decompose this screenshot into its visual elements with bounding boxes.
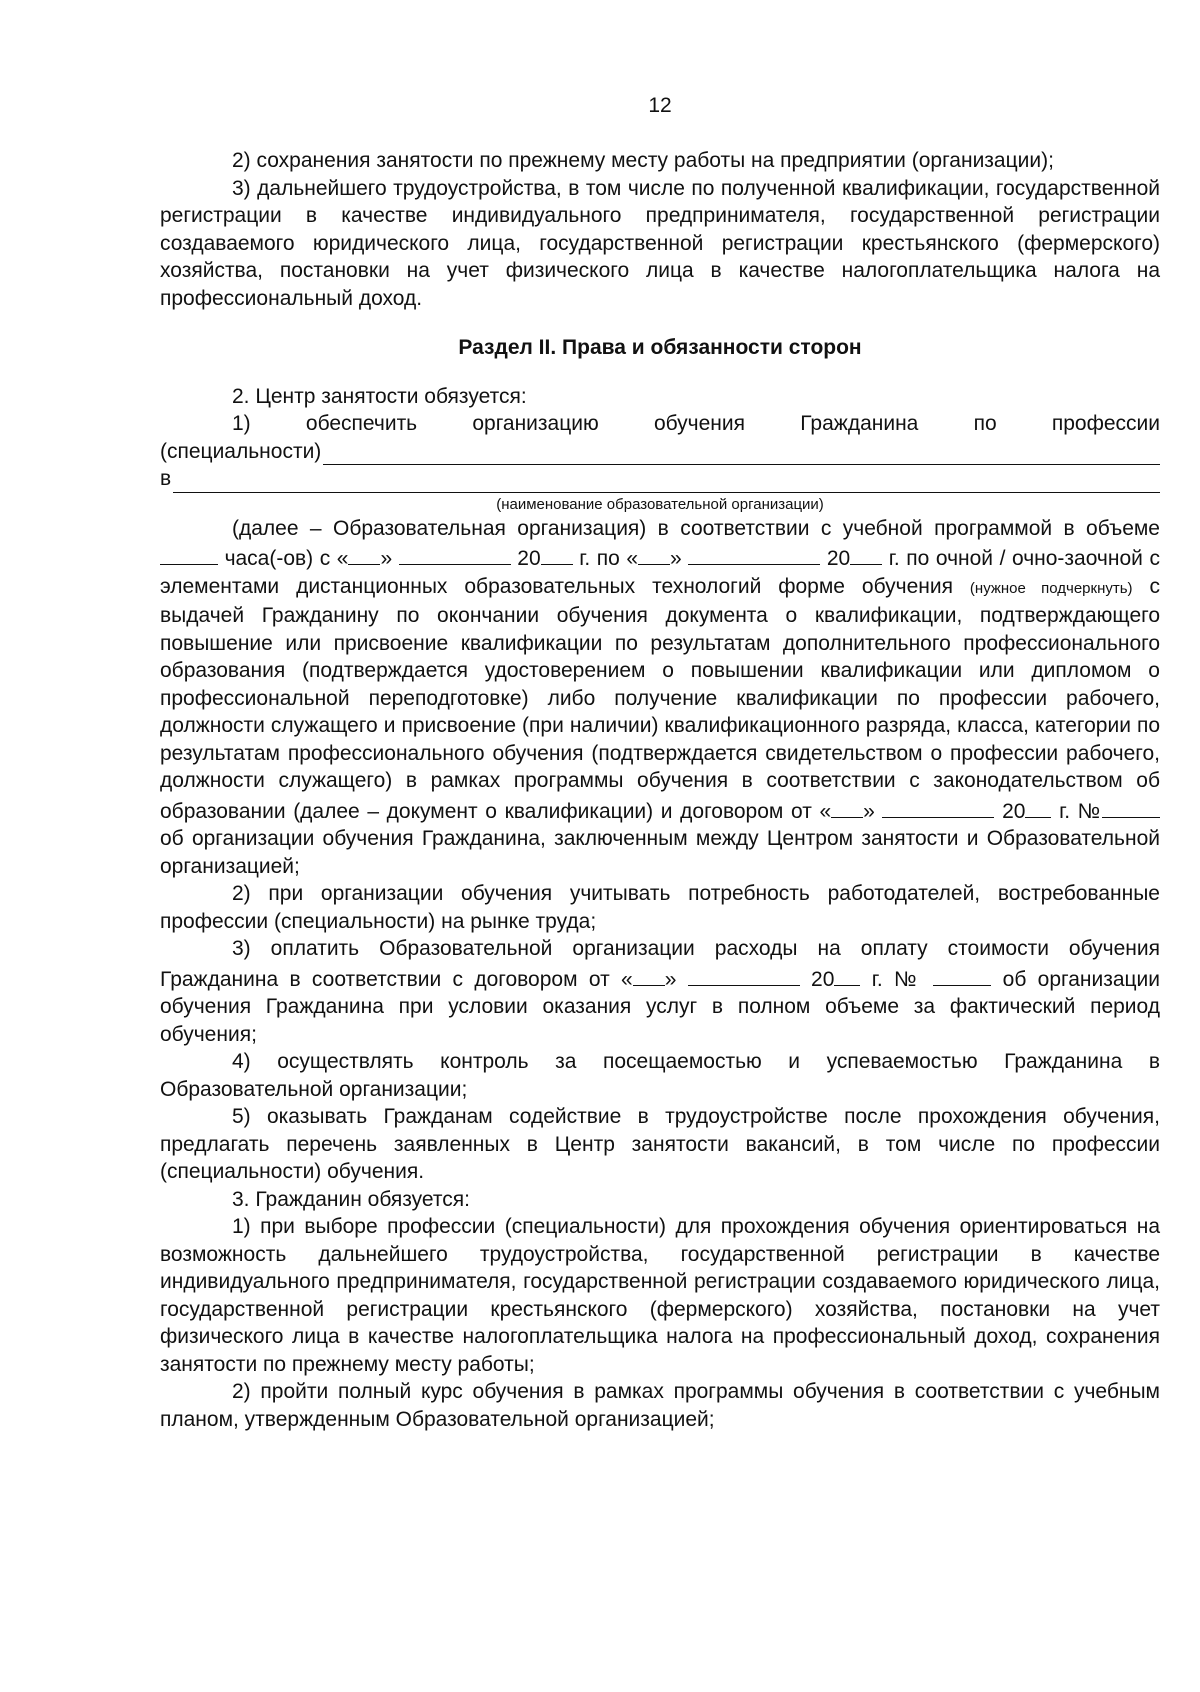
- end-day-blank[interactable]: [638, 542, 670, 565]
- clause3-item2: 2) пройти полный курс обучения в рамках программы обучения в соответствии с учебным планом, утвержденным Образовательной организацией;: [160, 1380, 1160, 1431]
- payment-contract-number-blank[interactable]: [933, 963, 991, 986]
- document-page: [160, 92, 1160, 1433]
- hours-blank[interactable]: [160, 542, 218, 565]
- text-segment: об организации обучения Гражданина при условии оказания услуг в полном объеме за фактический период обучения;: [160, 967, 1161, 1046]
- text-segment: »: [863, 799, 875, 823]
- clause2-item1-body: [160, 515, 1160, 881]
- text-segment: г. №: [871, 967, 922, 991]
- contract-day-blank[interactable]: [831, 795, 863, 818]
- paragraph-further-employment: 3) дальнейшего трудоустройства, в том числе по полученной квалификации, государственной регистрации в качестве индивидуального предпринимателя, государственной регистрации создаваемого юридического лица, государственной регистрации крестьянского (фермерского) хозяйства, постановки на учет физического лица в качестве налогоплательщика налога на профессиональный доход.: [160, 176, 1160, 310]
- specialty-label: (специальности): [160, 439, 322, 463]
- text-segment: »: [664, 967, 677, 991]
- start-day-blank[interactable]: [348, 542, 380, 565]
- note-underline-needed: (нужное подчеркнуть): [969, 579, 1133, 597]
- clause2-item2: 2) при организации обучения учитывать потребность работодателей, востребованные профессии (специальности) на рынке труда;: [160, 882, 1160, 933]
- text-segment: 20: [517, 547, 541, 571]
- specialty-blank[interactable]: [323, 443, 1160, 465]
- start-year-blank[interactable]: [541, 542, 573, 565]
- text-segment: 20: [811, 967, 835, 991]
- clause2-item5: 5) оказывать Гражданам содействие в трудоустройстве после прохождения обучения, предлагать перечень заявленных в Центр занятости вакансий, в том числе по профессии (специальности) обучения.: [160, 1105, 1160, 1184]
- specialty-fill-line: [160, 438, 1160, 466]
- text-segment: г. по «: [579, 547, 639, 571]
- text-segment: »: [670, 547, 682, 571]
- clause3-item1: 1) при выборе профессии (специальности) для прохождения обучения ориентироваться на возможность дальнейшего трудоустройства, государственной регистрации в качестве индивидуального предпринимателя, государственной регистрации создаваемого юридического лица, государственной регистрации крестьянского (фермерского) хозяйства, постановки на учет физического лица в качестве налогоплательщика налога на профессиональный доход, сохранения занятости по прежнему месту работы;: [160, 1215, 1160, 1376]
- contract-number-blank[interactable]: [1102, 795, 1160, 818]
- text-segment: 20: [826, 547, 851, 571]
- contract-month-blank[interactable]: [882, 795, 994, 818]
- text-segment: с выдачей Гражданину по окончании обучения документа о квалификации, подтверждающего повышение или присвоение квалификации по результатам дополнительного профессионального образования (подтверждается удостоверением о повышении квалификации или дипломом о профессиональной переподготовке) либо получение квалификации по профессии рабочего, должности служащего и присвоение (при наличии) квалификационного разряда, класса, категории по результатам профессионального обучения (подтверждается свидетельством о профессии рабочего, должности служащего) в рамках программы обучения в соответствии с законодательством об образовании (далее – документ о квалификации) и договором от «: [160, 574, 1160, 823]
- text-segment: часа(-ов) с «: [224, 547, 349, 571]
- text-segment: (далее – Образовательная организация) в соответствии с учебной программой в объеме: [232, 516, 1160, 540]
- payment-contract-month-blank[interactable]: [688, 963, 800, 986]
- text-segment: г. №: [1059, 799, 1102, 823]
- in-label: в: [160, 467, 172, 490]
- contract-year-blank[interactable]: [1025, 795, 1051, 818]
- section-heading: Раздел II. Права и обязанности сторон: [458, 336, 862, 359]
- text-segment: об организации обучения Гражданина, заключенным между Центром занятости и Образовательной организацией;: [160, 827, 1160, 878]
- organization-blank[interactable]: [173, 471, 1160, 493]
- start-month-blank[interactable]: [399, 542, 511, 565]
- clause2-item4: 4) осуществлять контроль за посещаемостью и успеваемостью Гражданина в Образовательной организации;: [160, 1050, 1160, 1101]
- organization-fill-line: [160, 465, 1160, 493]
- payment-contract-year-blank[interactable]: [834, 963, 860, 986]
- paragraph-retain-employment: 2) сохранения занятости по прежнему месту работы на предприятии (организации);: [232, 149, 1054, 172]
- text-segment: 3) оплатить Образовательной организации расходы на оплату стоимости обучения Гражданина в соответствии с договором от «: [160, 937, 1160, 991]
- clause2-item3: [160, 935, 1160, 1048]
- text-segment: г. по очной / очно-заочной с элементами дистанционных образовательных технологий форме обучения: [160, 547, 1160, 598]
- text-segment: 20: [1002, 799, 1026, 823]
- clause3-intro: 3. Гражданин обязуется:: [232, 1187, 470, 1211]
- clause2-intro: 2. Центр занятости обязуется:: [232, 384, 527, 408]
- page-number: 12: [648, 94, 672, 117]
- end-year-blank[interactable]: [850, 542, 882, 565]
- payment-contract-day-blank[interactable]: [633, 963, 665, 986]
- end-month-blank[interactable]: [688, 542, 820, 565]
- text-segment: »: [380, 547, 393, 571]
- clause2-item1-lead: 1) обеспечить организацию обучения Гражданина по профессии: [232, 412, 1160, 435]
- organization-caption: (наименование образовательной организации): [496, 495, 824, 513]
